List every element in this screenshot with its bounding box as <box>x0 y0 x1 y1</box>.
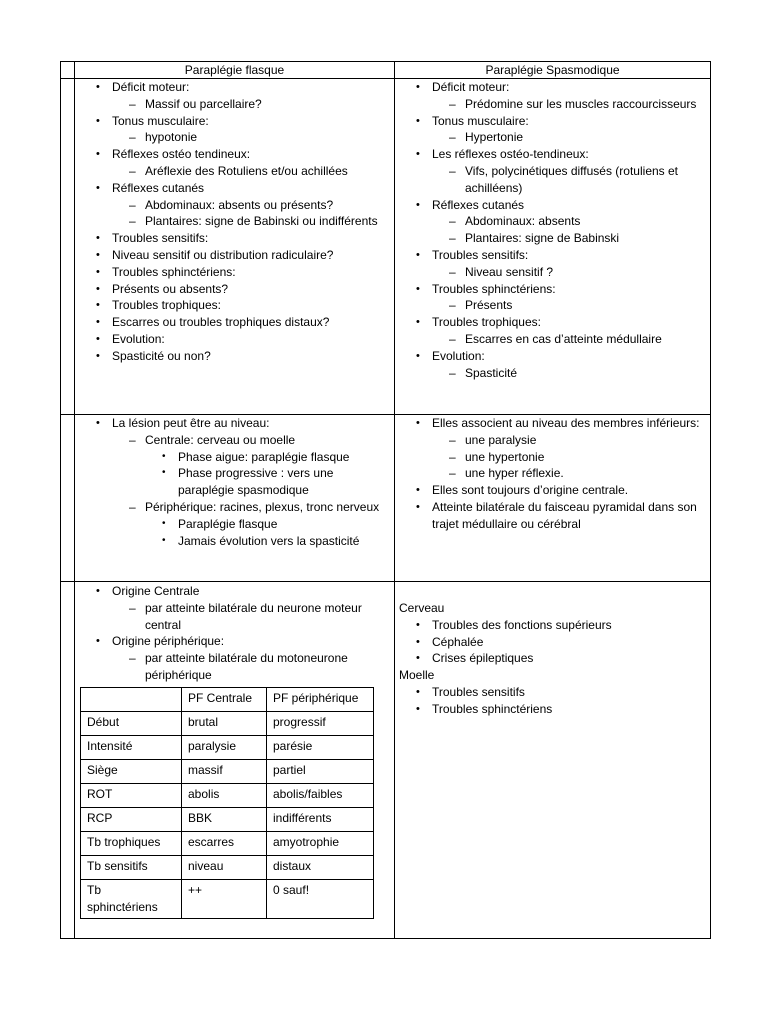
item-text: – Massif ou parcellaire? <box>145 96 390 113</box>
item-text: • Déficit moteur: <box>432 79 700 96</box>
pf-table-header-row <box>81 688 374 712</box>
item-text: • Troubles sphinctériens: <box>112 264 390 281</box>
bullet-item <box>112 146 390 163</box>
section1-spasmodique <box>432 79 700 381</box>
item-text: • Phase aigue: paraplégie flasque <box>178 449 390 466</box>
bullet-item <box>432 348 700 365</box>
pf-table-cell: progressif <box>267 712 374 736</box>
item-text: • Troubles trophiques: <box>432 314 700 331</box>
sub-item <box>112 197 390 214</box>
bullet-item <box>112 230 390 247</box>
item-text: • Troubles sensitifs: <box>432 247 700 264</box>
narrow-column-divider <box>74 62 75 938</box>
pf-table-row <box>81 712 374 736</box>
item-text: – par atteinte bilatérale du neurone moteur central <box>145 600 390 634</box>
bullet-item <box>432 499 700 533</box>
header-flasque: Paraplégie flasque <box>184 63 285 77</box>
item-text: • Troubles des fonctions supérieurs <box>432 617 699 634</box>
sub-item <box>432 432 700 449</box>
sub-item <box>432 163 700 197</box>
item-text: – Présents <box>465 297 700 314</box>
pf-table-cell: massif <box>182 760 267 784</box>
bullet-item <box>432 146 700 163</box>
bullet-item <box>432 281 700 298</box>
item-text: – une hyper réflexie. <box>465 465 700 482</box>
section3-spasmodique <box>399 600 699 718</box>
bullet-item <box>432 617 699 634</box>
item-text: • Les réflexes ostéo-tendineux: <box>432 146 700 163</box>
sub-item <box>432 449 700 466</box>
pf-table-cell: parésie <box>267 736 374 760</box>
item-text: Cerveau <box>399 601 445 615</box>
sub-item <box>112 600 390 634</box>
pf-comparison-table <box>80 687 374 919</box>
pf-table-cell: niveau <box>182 856 267 880</box>
item-text: • Niveau sensitif ou distribution radiculaire? <box>112 247 390 264</box>
item-text: – Abdominaux: absents ou présents? <box>145 197 390 214</box>
item-text: • Réflexes cutanés <box>112 180 390 197</box>
pf-table-row <box>81 784 374 808</box>
item-text: • Réflexes cutanés <box>432 197 700 214</box>
pf-table-cell <box>81 688 182 712</box>
pf-table-cell: distaux <box>267 856 374 880</box>
sub-item <box>432 264 700 281</box>
pf-table-cell: amyotrophie <box>267 832 374 856</box>
sub-item <box>112 432 390 449</box>
item-text: • Escarres ou troubles trophiques distaux? <box>112 314 390 331</box>
bullet-item <box>112 113 390 130</box>
sub-item <box>112 650 390 684</box>
sub-item <box>432 465 700 482</box>
pf-table-cell: RCP <box>81 808 182 832</box>
item-text: • Céphalée <box>432 634 699 651</box>
item-text: – Aréflexie des Rotuliens et/ou achillées <box>145 163 390 180</box>
bullet-item <box>112 331 390 348</box>
pf-table-cell: BBK <box>182 808 267 832</box>
bullet-item <box>112 583 390 600</box>
subheading <box>399 600 699 617</box>
item-text: – une hypertonie <box>465 449 700 466</box>
bullet-item <box>432 197 700 214</box>
pf-table-row <box>81 880 374 919</box>
bullet-item <box>432 113 700 130</box>
item-text: • Elles associent au niveau des membres inférieurs: <box>432 415 700 432</box>
pf-table-cell: abolis/faibles <box>267 784 374 808</box>
pf-table-cell: partiel <box>267 760 374 784</box>
item-text: • Evolution: <box>432 348 700 365</box>
pf-table-row <box>81 832 374 856</box>
sub-item <box>112 213 390 230</box>
subheading <box>399 667 699 684</box>
item-text: – Escarres en cas d’atteinte médullaire <box>465 331 700 348</box>
item-text: • La lésion peut être au niveau: <box>112 415 390 432</box>
sub-item <box>432 230 700 247</box>
sub-sub-item <box>112 449 390 466</box>
bullet-item <box>112 633 390 650</box>
pf-table-cell: indifférents <box>267 808 374 832</box>
item-text: • Troubles sphinctériens <box>432 701 699 718</box>
pf-table-cell: escarres <box>182 832 267 856</box>
item-text: • Phase progressive : vers une paraplégie spasmodique <box>178 465 390 499</box>
sub-item <box>432 213 700 230</box>
pf-table-cell: abolis <box>182 784 267 808</box>
item-text: • Atteinte bilatérale du faisceau pyramidal dans son trajet médullaire ou cérébral <box>432 499 700 533</box>
bullet-item <box>112 281 390 298</box>
pf-table-row <box>81 808 374 832</box>
item-text: • Spasticité ou non? <box>112 348 390 365</box>
pf-table-cell: paralysie <box>182 736 267 760</box>
pf-table-cell: brutal <box>182 712 267 736</box>
bullet-item <box>112 180 390 197</box>
pf-table-cell: Siège <box>81 760 182 784</box>
item-text: – Hypertonie <box>465 129 700 146</box>
pf-table-cell: ROT <box>81 784 182 808</box>
bullet-item <box>112 297 390 314</box>
item-text: – Vifs, polycinétiques diffusés (rotuliens et achilléens) <box>465 163 700 197</box>
bullet-item <box>432 415 700 432</box>
bullet-item <box>432 701 699 718</box>
bullet-item <box>112 348 390 365</box>
item-text: • Origine Centrale <box>112 583 390 600</box>
item-text: – Plantaires: signe de Babinski ou indifférents <box>145 213 390 230</box>
item-text: – par atteinte bilatérale du motoneurone périphérique <box>145 650 390 684</box>
sub-item <box>432 129 700 146</box>
pf-table-cell: Intensité <box>81 736 182 760</box>
sub-item <box>112 96 390 113</box>
bullet-item <box>432 684 699 701</box>
sub-sub-item <box>112 516 390 533</box>
sub-item <box>432 297 700 314</box>
item-text: – Niveau sensitif ? <box>465 264 700 281</box>
section1-flasque <box>112 79 390 365</box>
bullet-item <box>432 247 700 264</box>
column-divider <box>394 62 395 938</box>
bullet-item <box>112 79 390 96</box>
bullet-item <box>432 79 700 96</box>
item-text: • Troubles sensitifs: <box>112 230 390 247</box>
sub-item <box>112 499 390 516</box>
bullet-item <box>432 634 699 651</box>
item-text: • Tonus musculaire: <box>112 113 390 130</box>
pf-table-cell: PF périphérique <box>267 688 374 712</box>
item-text: – Spasticité <box>465 365 700 382</box>
header-spasmodique: Paraplégie Spasmodique <box>485 63 620 77</box>
item-text: – Centrale: cerveau ou moelle <box>145 432 390 449</box>
item-text: • Déficit moteur: <box>112 79 390 96</box>
item-text: • Crises épileptiques <box>432 650 699 667</box>
item-text: – une paralysie <box>465 432 700 449</box>
pf-table-cell: 0 sauf! <box>267 880 374 919</box>
item-text: • Paraplégie flasque <box>178 516 390 533</box>
pf-table-cell: ++ <box>182 880 267 919</box>
sub-item <box>112 129 390 146</box>
item-text: • Troubles sensitifs <box>432 684 699 701</box>
item-text: • Origine périphérique: <box>112 633 390 650</box>
sub-sub-item <box>112 465 390 499</box>
section2-spasmodique <box>432 415 700 533</box>
item-text: • Troubles sphinctériens: <box>432 281 700 298</box>
section2-flasque <box>112 415 390 549</box>
item-text: • Elles sont toujours d’origine centrale. <box>432 482 700 499</box>
bullet-item <box>432 482 700 499</box>
bullet-item <box>112 314 390 331</box>
item-text: – Prédomine sur les muscles raccourcisseurs <box>465 96 700 113</box>
pf-table-row <box>81 856 374 880</box>
bullet-item <box>112 415 390 432</box>
item-text: • Troubles trophiques: <box>112 297 390 314</box>
item-text: • Evolution: <box>112 331 390 348</box>
item-text: • Tonus musculaire: <box>432 113 700 130</box>
sub-sub-item <box>112 533 390 550</box>
sub-item <box>432 331 700 348</box>
item-text: Moelle <box>399 668 435 683</box>
bullet-item <box>432 314 700 331</box>
pf-table-cell: Tb trophiques <box>81 832 182 856</box>
item-text: – Périphérique: racines, plexus, tronc nerveux <box>145 499 390 516</box>
pf-table-cell: Tb sensitifs <box>81 856 182 880</box>
bullet-item <box>112 247 390 264</box>
item-text: • Présents ou absents? <box>112 281 390 298</box>
item-text: – Abdominaux: absents <box>465 213 700 230</box>
section3-flasque <box>112 583 390 684</box>
sub-item <box>432 96 700 113</box>
item-text: • Jamais évolution vers la spasticité <box>178 533 390 550</box>
item-text: • Réflexes ostéo tendineux: <box>112 146 390 163</box>
pf-table-row <box>81 760 374 784</box>
pf-table-cell: PF Centrale <box>182 688 267 712</box>
row-divider-2 <box>61 581 710 582</box>
bullet-item <box>112 264 390 281</box>
bullet-item <box>432 650 699 667</box>
sub-item <box>432 365 700 382</box>
sub-item <box>112 163 390 180</box>
pf-table-cell: Tb sphinctériens <box>81 880 182 919</box>
item-text: – hypotonie <box>145 129 390 146</box>
pf-table-row <box>81 736 374 760</box>
pf-table-cell: Début <box>81 712 182 736</box>
item-text: – Plantaires: signe de Babinski <box>465 230 700 247</box>
